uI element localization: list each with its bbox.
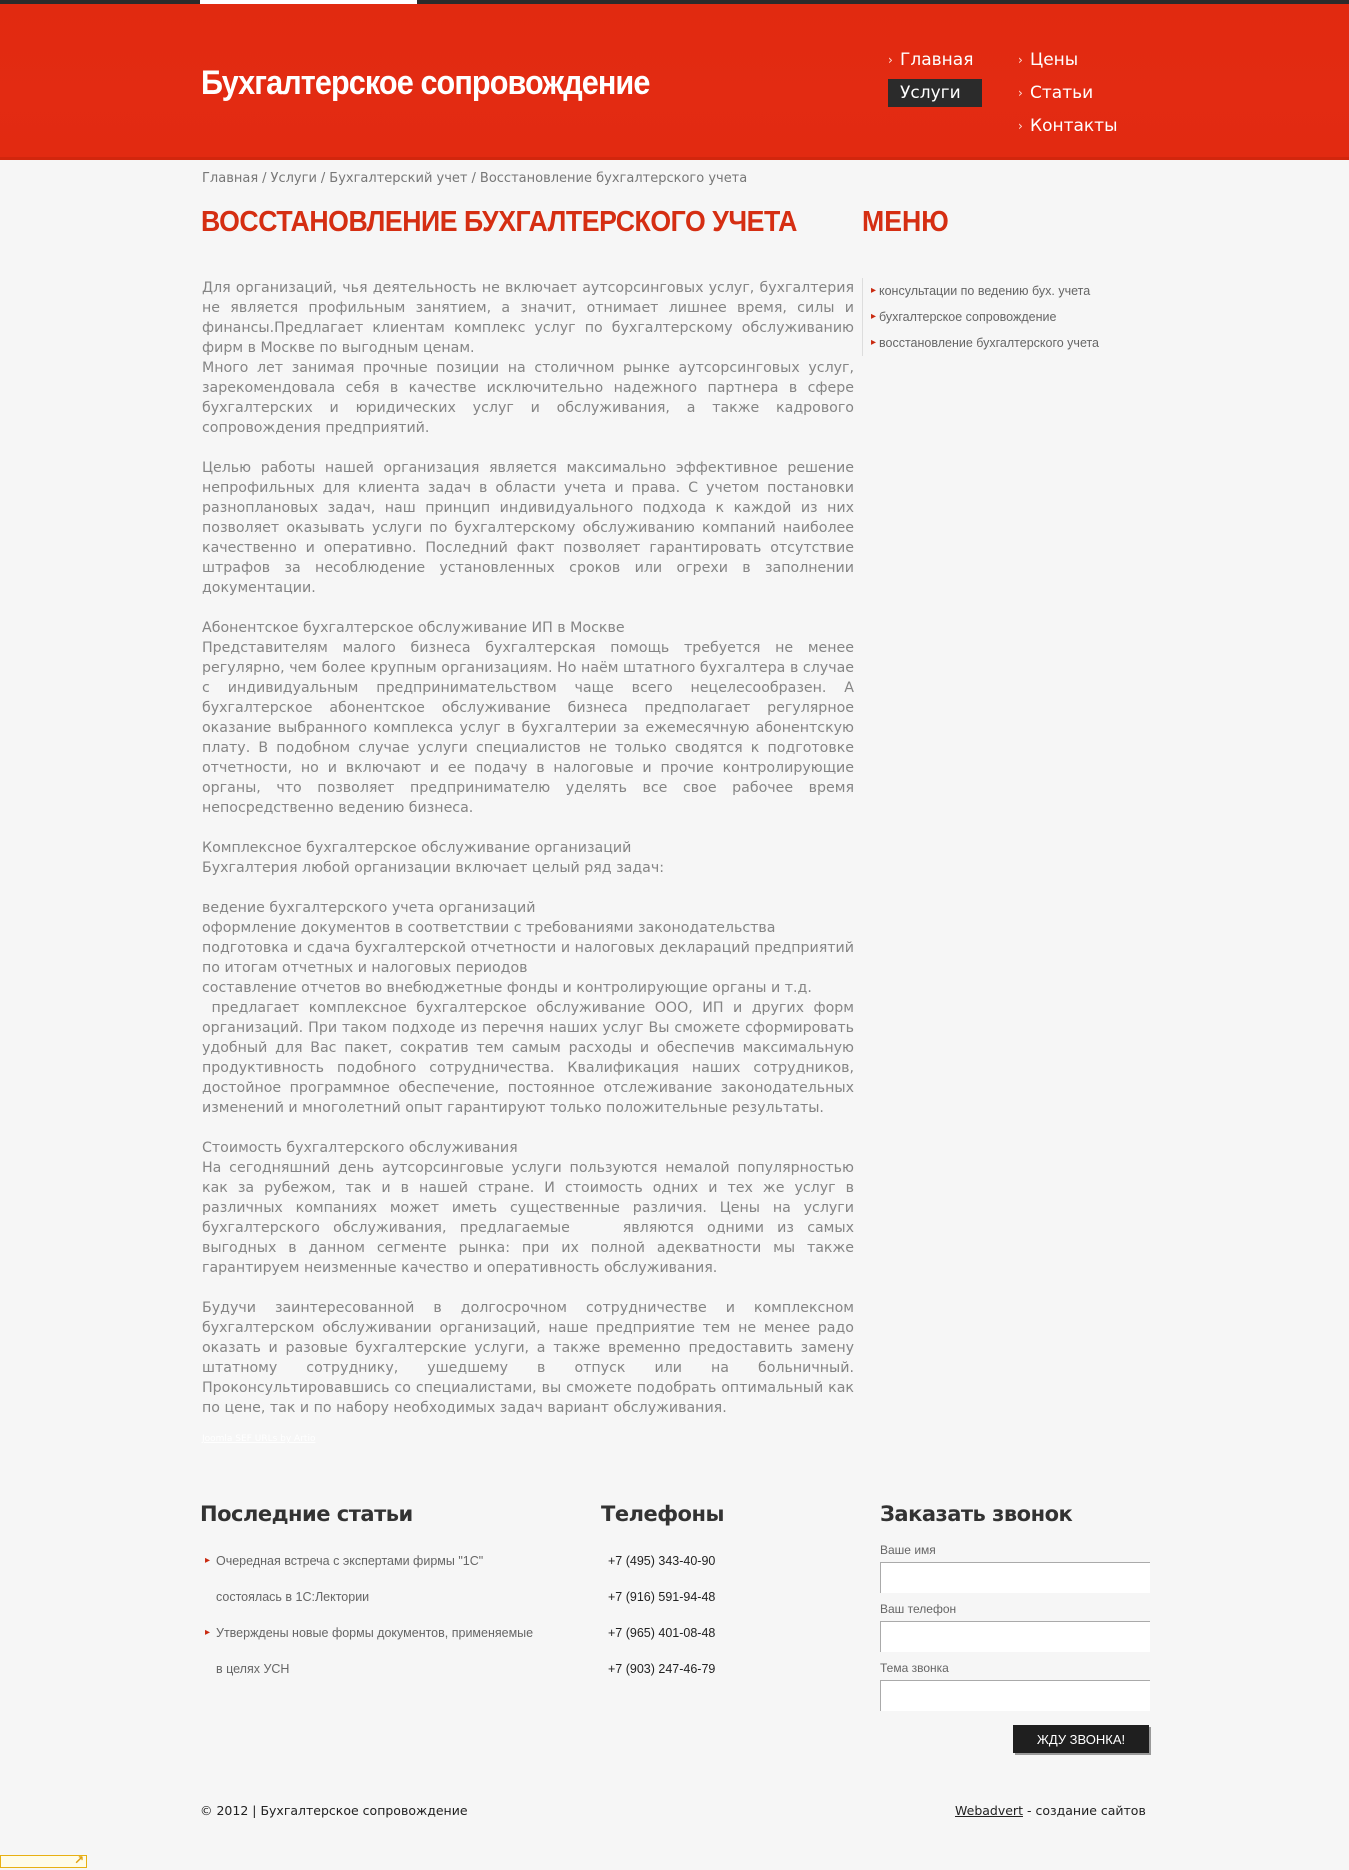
article-list-item: оформление документов в соответствии с требованиями законодательства [202,920,776,936]
article-link[interactable] [205,1548,565,1584]
site-header [0,4,1349,160]
name-label: Ваше имя [880,1543,936,1557]
phone-input[interactable] [880,1621,1150,1652]
chevron-right-icon: › [1018,53,1023,67]
nav-item-home[interactable] [888,46,973,74]
article-link-text: в целях УСН [216,1662,290,1676]
nav-item-articles[interactable] [1018,79,1093,107]
article-subheading: Стоимость бухгалтерского обслуживания [202,1140,518,1156]
callback-title: Заказать звонок [880,1502,1073,1526]
side-menu-label: бухгалтерское сопровождение [879,310,1057,324]
bullet-arrow-icon: ▸ [205,1555,211,1566]
latest-articles-title: Последние статьи [200,1502,413,1526]
nav-label: Главная [900,50,974,70]
phones-list [608,1548,715,1692]
side-menu-label: консультации по ведению бух. учета [879,284,1091,298]
topic-input[interactable] [880,1680,1150,1711]
chevron-right-icon: › [888,53,893,67]
side-menu-label: восстановление бухгалтерского учета [879,336,1100,350]
article-link-continued[interactable] [205,1656,565,1692]
article-paragraph: Много лет занимая прочные позиции на столичном рынке аутсорсинговых услуг, зарекомендовала себя в качестве исключительно надежного партнера в сфере бухгалтерских и юридических услуг и обслуживания, а также кадрового сопровождения предприятий. [202,360,854,436]
nav-label: Цены [1030,50,1079,70]
site-title[interactable]: Бухгалтерское сопровождение [201,64,650,102]
request-call-button[interactable]: ЖДУ ЗВОНКА! [1013,1725,1149,1753]
corner-widget[interactable] [0,1855,87,1868]
bullet-arrow-icon: ▸ [871,311,877,322]
nav-label: Контакты [1030,116,1118,136]
breadcrumb-services[interactable]: Услуги [270,171,317,186]
credit-text: - создание сайтов [1022,1803,1146,1818]
article-paragraph: Целью работы нашей организация является максимально эффективное решение непрофильных для клиента задач в области учета и права. С учетом постановки разноплановых задач, наш принцип индивидуального подхода к каждой из них позволяет оказывать услуги по бухгалтерскому обслуживанию компаний наиболее качественно и оперативно. Последний факт позволяет гарантировать отсутствие штрафов за несоблюдение установленных сроков или огрехи в заполнении документации. [202,460,854,596]
bullet-arrow-icon: ▸ [205,1627,211,1638]
article-link-text: состоялась в 1С:Лектории [216,1590,370,1604]
callback-form [880,1538,1150,1711]
breadcrumb-accounting[interactable]: Бухгалтерский учет [329,171,468,186]
breadcrumb-separator: / [471,171,476,186]
article-link-text: Утверждены новые формы документов, применяемые [216,1626,534,1640]
page-title: ВОССТАНОВЛЕНИЕ БУХГАЛТЕРСКОГО УЧЕТА [201,206,797,238]
arrow-up-right-icon: ↗ [73,1853,84,1867]
article-body [202,278,859,1418]
nav-item-prices[interactable] [1018,46,1078,74]
phone-label: Ваш телефон [880,1602,957,1616]
nav-item-services[interactable] [888,79,982,107]
menu-title: МЕНЮ [862,206,949,238]
breadcrumb-separator: / [262,171,267,186]
nav-item-contacts[interactable] [1018,112,1118,140]
breadcrumb-separator: / [320,171,326,186]
name-input[interactable] [880,1562,1150,1593]
article-list-item: ведение бухгалтерского учета организаций [202,900,536,916]
chevron-right-icon: › [1018,86,1023,100]
chevron-right-icon: › [1018,119,1023,133]
article-link-continued[interactable] [205,1584,565,1620]
breadcrumb-home[interactable]: Главная [202,171,259,186]
article-paragraph: Будучи заинтересованной в долгосрочном сотрудничестве и комплексном бухгалтерском обслуживании организаций, наше предприятие тем не менее радо оказать и разовые бухгалтерские услуги, а также временно предоставить замену штатному сотруднику, ушедшему в отпуск или на больничный. Проконсультировавшись со специалистами, вы сможете подобрать оптимальный как по цене, так и по набору необходимых задач вариант обслуживания. [202,1300,854,1416]
article-link[interactable] [205,1620,565,1656]
article-subheading: Комплексное бухгалтерское обслуживание организаций [202,840,632,856]
side-menu-item[interactable] [871,278,1122,304]
phone-number: +7 (495) 343-40-90 [608,1554,716,1568]
article-paragraph: Для организаций, чья деятельность не включает аутсорсинговых услуг, бухгалтерия не является профильным занятием, а значит, отнимает лишнее время, силы и финансы.Предлагает клиентам комплекс услуг по бухгалтерскому обслуживанию фирм в Москве по выгодным ценам. [202,280,854,356]
side-menu-item[interactable] [871,330,1122,356]
bullet-arrow-icon: ▸ [871,285,877,296]
side-menu-item[interactable] [871,304,1122,330]
site-credit [955,1803,1146,1818]
topic-label: Тема звонка [880,1661,949,1675]
article-link-text: Очередная встреча с экспертами фирмы "1С" [216,1554,484,1568]
webadvert-link[interactable]: Webadvert [955,1803,1023,1818]
breadcrumb-current: Восстановление бухгалтерского учета [479,171,748,186]
phone-number: +7 (916) 591-94-48 [608,1590,716,1604]
bullet-arrow-icon: ▸ [871,337,877,348]
copyright: © 2012 | Бухгалтерское сопровождение [200,1803,468,1818]
article-paragraph: предлагает комплексное бухгалтерское обслуживание ООО, ИП и других форм организаций. При таком подходе из перечня наших услуг Вы сможете сформировать удобный для Вас пакет, сократив тем самым расходы и обеспечив максимальную продуктивность подобного сотрудничества. Квалификация наших сотрудников, достойное программное обеспечение, постоянное отслеживание законодательных изменений и многолетний опыт гарантируют только положительные результаты. [202,1000,859,1116]
phones-title: Телефоны [601,1502,724,1526]
phone-number: +7 (965) 401-08-48 [608,1626,716,1640]
nav-label: Услуги [900,83,961,103]
main-nav [888,46,1148,146]
phone-number: +7 (903) 247-46-79 [608,1662,716,1676]
side-menu [862,278,1122,356]
nav-label: Статьи [1030,83,1094,103]
article-subheading: Абонентское бухгалтерское обслуживание ИП в Москве [202,620,625,636]
article-paragraph: Бухгалтерия любой организации включает целый ряд задач: [202,860,665,876]
sef-credit-link[interactable]: Joomla SEF URLs by Artio [202,1434,316,1444]
article-list-item: составление отчетов во внебюджетные фонды и контролирующие органы и т.д. [202,980,812,996]
article-list-item: подготовка и сдача бухгалтерской отчетности и налоговых деклараций предприятий по итогам отчетных и налоговых периодов [202,940,854,976]
latest-articles-list [205,1548,565,1692]
article-paragraph: Представителям малого бизнеса бухгалтерская помощь требуется не менее регулярно, чем более крупным организациям. Но наём штатного бухгалтера в случае с индивидуальным предпринимательством чаще всего нецелесообразен. А бухгалтерское абонентское обслуживание бизнеса предполагает регулярное оказание выбранного комплекса услуг в бухгалтерии за ежемесячную абонентскую плату. В подобном случае услуги специалистов не только сводятся к подготовке отчетности, но и включают и ее подачу в налоговые и прочие контролирующие органы, что позволяет предпринимателю уделять все свое рабочее время непосредственно ведению бизнеса. [202,640,854,816]
article-paragraph: На сегодняшний день аутсорсинговые услуги пользуются немалой популярностью как за рубежом, так и в нашей стране. И стоимость одних и тех же услуг в различных компаниях может иметь существенные различия. Цены на услуги бухгалтерского обслуживания, предлагаемые являются одними из самых выгодных в данном сегменте рынка: при их полной адекватности мы также гарантируем неизменные качество и оперативность обслуживания. [202,1160,859,1276]
breadcrumb [202,171,747,186]
